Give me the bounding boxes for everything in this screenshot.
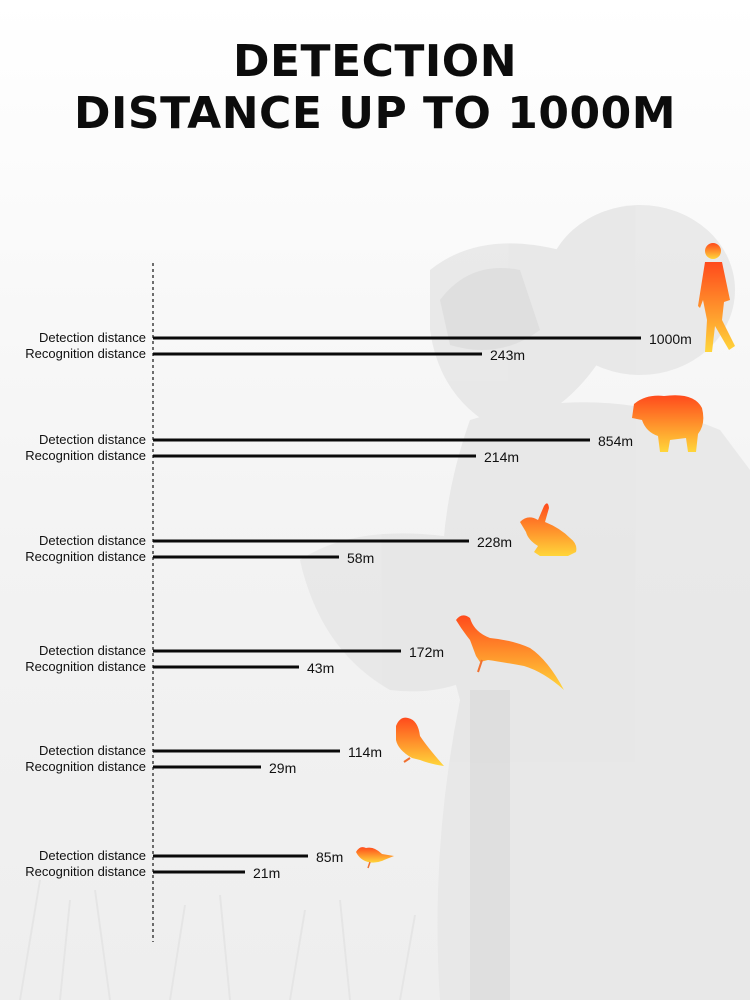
detection-label: Detection distance [39, 743, 146, 758]
recognition-value-label: 243m [490, 347, 526, 363]
recognition-label: Recognition distance [25, 346, 146, 361]
recognition-value-label: 29m [269, 760, 297, 776]
pheasant-icon [456, 615, 564, 690]
detection-value-label: 114m [348, 744, 382, 760]
detection-label: Detection distance [39, 330, 146, 345]
partridge-icon [396, 718, 444, 766]
title-line-1: DETECTION [232, 36, 518, 87]
recognition-label: Recognition distance [25, 448, 146, 463]
recognition-label: Recognition distance [25, 864, 146, 879]
title-line-2: DISTANCE UP TO 1000M [73, 88, 676, 139]
detection-value-label: 172m [409, 644, 445, 660]
recognition-value-label: 58m [347, 550, 375, 566]
recognition-value-label: 43m [307, 660, 335, 676]
person-icon [698, 243, 735, 352]
detection-value-label: 228m [477, 534, 513, 550]
boar-icon [632, 395, 703, 452]
recognition-value-label: 21m [253, 865, 281, 881]
detection-value-label: 85m [316, 849, 344, 865]
recognition-label: Recognition distance [25, 759, 146, 774]
detection-label: Detection distance [39, 643, 146, 658]
detection-label: Detection distance [39, 432, 146, 447]
detection-value-label: 1000m [649, 331, 692, 347]
rabbit-icon [520, 503, 576, 556]
recognition-label: Recognition distance [25, 549, 146, 564]
detection-value-label: 854m [598, 433, 634, 449]
detection-label: Detection distance [39, 533, 146, 548]
sparrow-icon [356, 847, 394, 868]
recognition-label: Recognition distance [25, 659, 146, 674]
recognition-value-label: 214m [484, 449, 520, 465]
detection-label: Detection distance [39, 848, 146, 863]
